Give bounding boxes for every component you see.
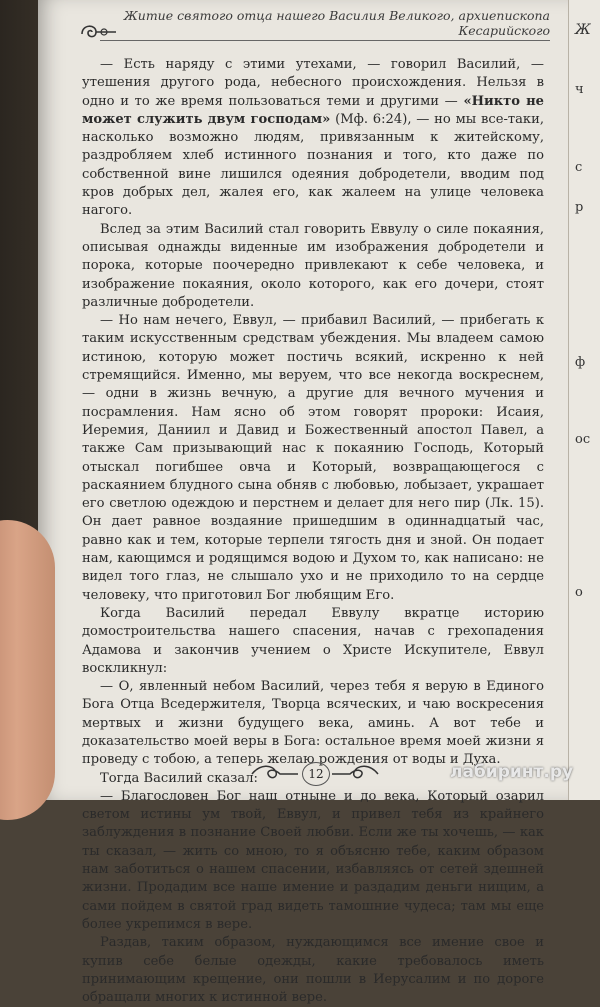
finger (0, 520, 55, 820)
quote-bold: «Никто не может служить двум господам» (82, 93, 545, 127)
next-page-fragment: о (575, 585, 583, 600)
paragraph: — Но нам нечего, Еввул, — прибавил Василий, — прибегать к таким искусственным средствам убеждения. Мы владеем самою истиною, которую может постичь всякий, искренно к ней стремящийся. Именно, мы веруем, что все некогда воскреснем, — одни в жизнь вечную, а другие для вечного мучения и посрамления. Нам ясно об этом говорят пророки: Исаия, Иеремия, Даниил и Давид и Божественный апостол Павел, а также Сам призывающий нас к покаянию Господь, Который отыскал погибшее овча и Который, возвращающегося с раскаянием блудного сына обняв с любовью, лобызает, украшает его светлою одеждою и перстнем и делает для него пир (Лк. 15). Он дает равное воздаяние пришедшим в одиннадцатый час, равно как и тем, которые терпели тягость дня и зной. Он подает нам, кающимся и родящимся водою и Духом то, как написано: не видел того глаз, не слышало ухо и не приходило то на сердце человеку, что приготовил Бог любящим Его. (82, 313, 544, 603)
next-page-fragment: с (575, 160, 583, 175)
next-page-edge (568, 0, 600, 800)
paragraph: Раздав, таким образом, нуждающимся все имение свое и купив себе белые одежды, какие требовалось иметь принимающим крещение, они пошли в Иерусалим и по дороге обращали многих к истинной вере. (82, 935, 544, 1006)
paragraph: Тогда Василий сказал: (100, 770, 258, 786)
watermark: лабиринт.ру (450, 762, 574, 782)
paragraph: Когда Василий передал Еввулу вкратце историю домостроительства нашего спасения, начав с грехопадения Адамова и закончив учением о Христе Искупителе, Еввул воскликнул: (82, 605, 544, 676)
running-header (100, 8, 550, 41)
body-text (82, 56, 544, 1007)
paragraph: — Благословен Бог наш отныне и до века, Который озарил светом истины ум твой, Еввул, и привел тебя из крайнего заблуждения в познание Своей любви. Если же ты хочешь, — как ты сказал, — жить со мною, то я объясню тебе, каким образом нам заботиться о нашем спасении, избавляясь от сетей здешней жизни. Продадим все наше имение и раздадим деньги нищим, а сами пойдем в святой град видеть тамошние чудеса; там мы еще более укрепимся в вере. (82, 788, 544, 932)
running-title: Житие святого отца нашего Василия Великого, архиепископа Кесарийского (123, 8, 550, 38)
paragraph: Вслед за этим Василий стал говорить Еввулу о силе покаяния, описывая однажды виденные им изображения добродетели и порока, которые поочередно привлекают к себе человека, и изображение покаяния, около которого, как его дочери, стоят различные добродетели. (82, 221, 544, 310)
next-page-fragment: ос (575, 432, 591, 447)
next-page-fragment: ф (575, 355, 586, 370)
paragraph: — Есть наряду с этими утехами, — говорил Василий, — утешения другого рода, небесного происхождения. Нельзя в одно и то же время пользоваться теми и другими — «Никто не может служить двум господам» (Мф. 6:24), — но мы все-таки, насколько возможно людям, привязанным к житейскому, раздробляем хлеб истинного познания и того, кто даже по собственной вине лишился одеяния добродетели, вводим под кров добрых дел, жалея его, как жалеем на улице человека нагого. (82, 57, 545, 219)
page-footer (250, 758, 380, 788)
next-page-fragment: Ж (575, 22, 591, 38)
page-number: 12 (302, 762, 330, 786)
next-page-fragment: р (575, 200, 584, 215)
next-page-fragment: ч (575, 82, 584, 97)
paragraph: — О, явленный небом Василий, через тебя я верую в Единого Бога Отца Вседержителя, Творца всяческих, и чаю воскресения мертвых и жизни будущего века, аминь. А вот тебе и доказательство моей веры в Бога: остальное время моей жизни я проведу с тобою, а теперь желаю рождения от воды и Духа. (82, 679, 544, 768)
